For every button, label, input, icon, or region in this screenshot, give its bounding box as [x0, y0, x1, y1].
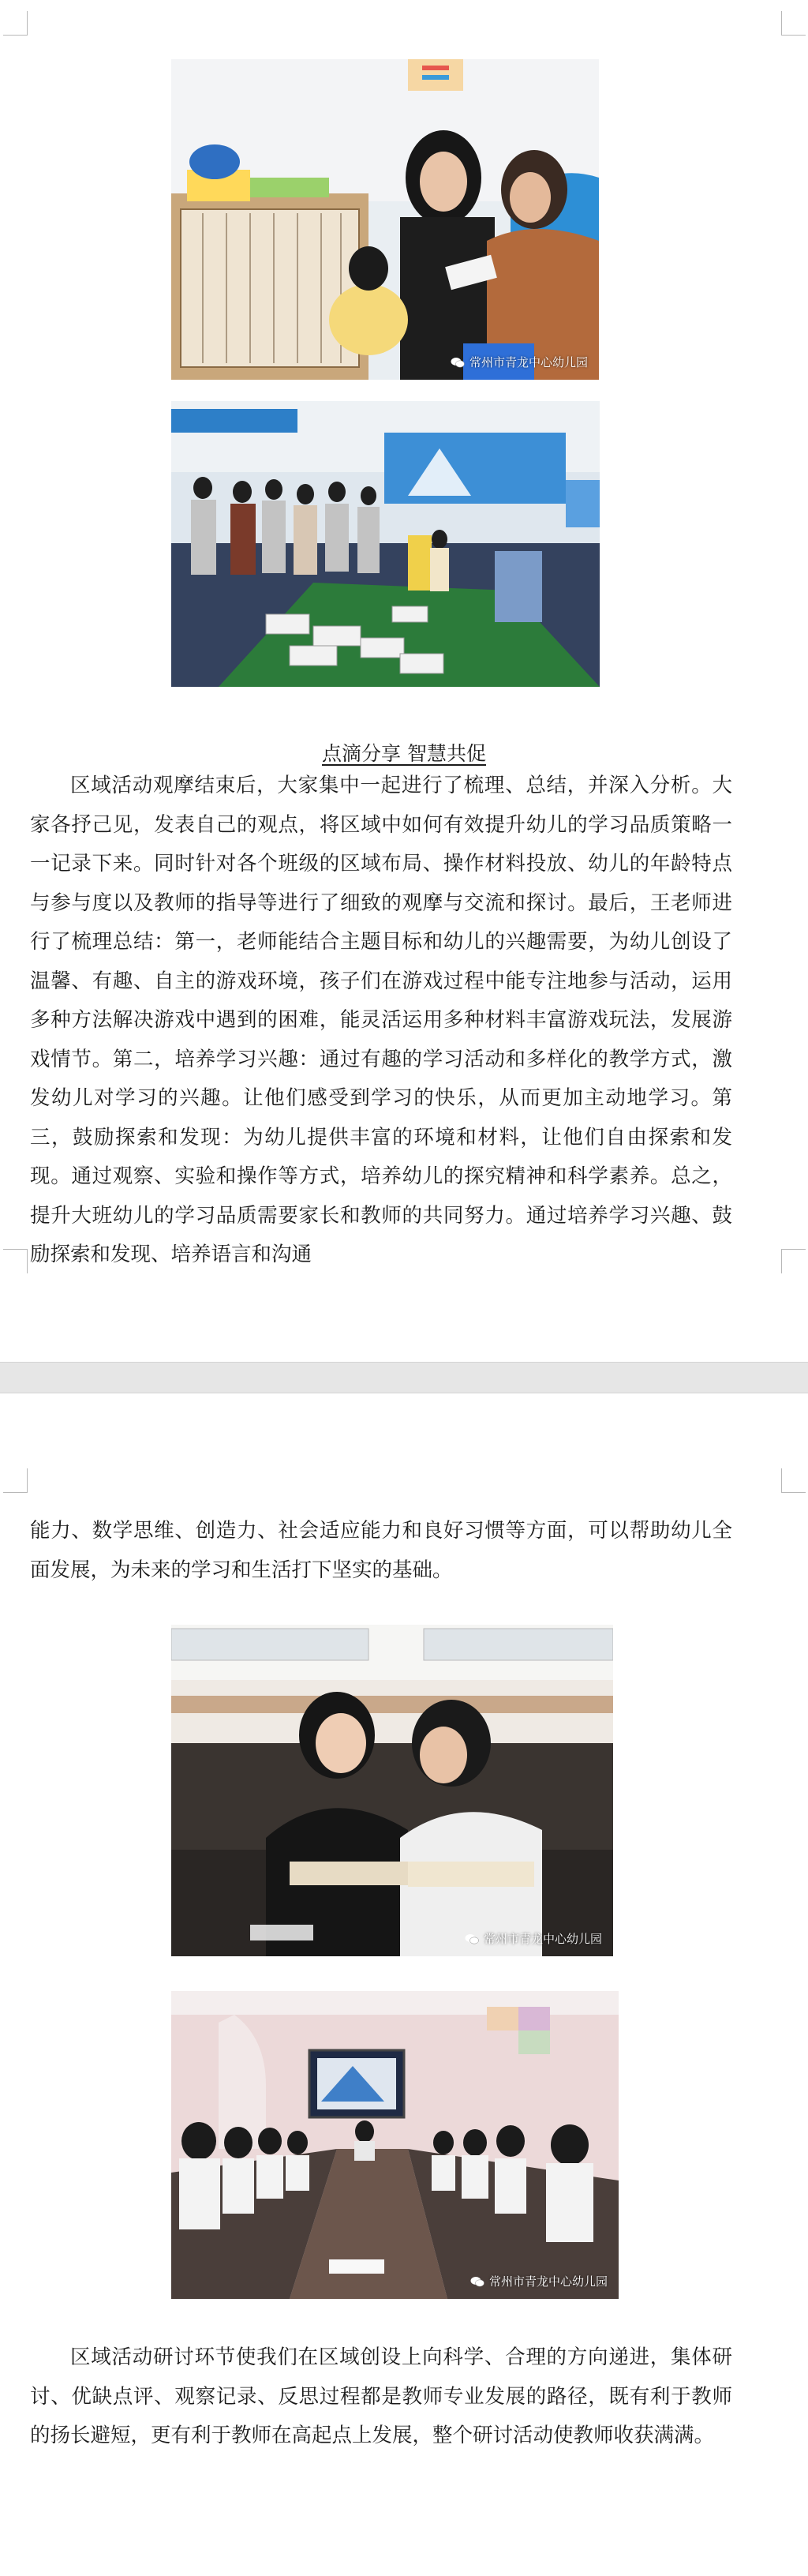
watermark-text: 常州市青龙中心幼儿园 — [483, 1932, 602, 1946]
photo-watermark — [470, 2273, 608, 2289]
crop-mark — [781, 1249, 806, 1273]
watermark-text: 常州市青龙中心幼儿园 — [488, 2274, 608, 2289]
wechat-icon — [470, 2276, 484, 2287]
paragraph-reflection-text: 区域活动研讨环节使我们在区域创设上向科学、合理的方向递进，集体研讨、优缺点评、观察记录、反思过程都是教师专业发展的路径，既有利于教师的扬长避短，更有利于教师在高起点上发展，整个研讨活动使教师收获满满。 — [30, 2345, 732, 2447]
photo-teachers-observing-child — [171, 59, 599, 380]
page-break-gap — [0, 1362, 808, 1393]
photo-watermark — [465, 1930, 602, 1947]
crop-mark — [781, 1468, 806, 1493]
paragraph-summary-continued — [30, 1512, 732, 1590]
crop-mark — [781, 11, 806, 36]
crop-mark — [3, 1249, 28, 1273]
watermark-text: 常州市青龙中心幼儿园 — [469, 355, 588, 369]
wechat-icon — [465, 1933, 479, 1944]
crop-mark — [3, 1468, 28, 1493]
paragraph-reflection — [30, 2338, 732, 2456]
document-page-2 — [0, 1393, 808, 2576]
photo-watermark — [451, 354, 588, 370]
section-heading: 点滴分享 智慧共促 — [322, 742, 486, 765]
photo-meeting-room — [171, 1991, 619, 2299]
crop-mark — [3, 11, 28, 36]
photo-teachers-reading — [171, 1625, 613, 1956]
paragraph-summary-text: 区域活动观摩结束后，大家集中一起进行了梳理、总结，并深入分析。大家各抒己见，发表自己的观点，将区域中如何有效提升幼儿的学习品质策略一一记录下来。同时针对各个班级的区域布局、操作材料投放、幼儿的年龄特点与参与度以及教师的指导等进行了细致的观摩与交流和探讨。最后，王老师进行了梳理总结：第一，老师能结合主题目标和幼儿的兴趣需要，为幼儿创设了温馨、有趣、自主的游戏环境，孩子们在游戏过程中能专注地参与活动，运用多种方法解决游戏中遇到的困难，能灵活运用多种材料丰富游戏玩法，发展游戏情节。第二，培养学习兴趣：通过有趣的学习活动和多样化的教学方式，激发幼儿对学习的兴趣。让他们感受到学习的快乐，从而更加主动地学习。第三，鼓励探索和发现：为幼儿提供丰富的环境和材料，让他们自由探索和发现。通过观察、实验和操作等方式，培养幼儿的探究精神和科学素养。总之，提升大班幼儿的学习品质需要家长和教师的共同努力。通过培养学习兴趣、鼓励探索和发现、培养语言和沟通 — [30, 774, 732, 1266]
paragraph-summary — [30, 767, 732, 1275]
wechat-icon — [451, 357, 465, 368]
paragraph-summary-continued-text: 能力、数学思维、创造力、社会适应能力和良好习惯等方面，可以帮助幼儿全面发展，为未来的学习和生活打下坚实的基础。 — [30, 1519, 732, 1582]
photo-classroom-block-area — [171, 401, 600, 687]
